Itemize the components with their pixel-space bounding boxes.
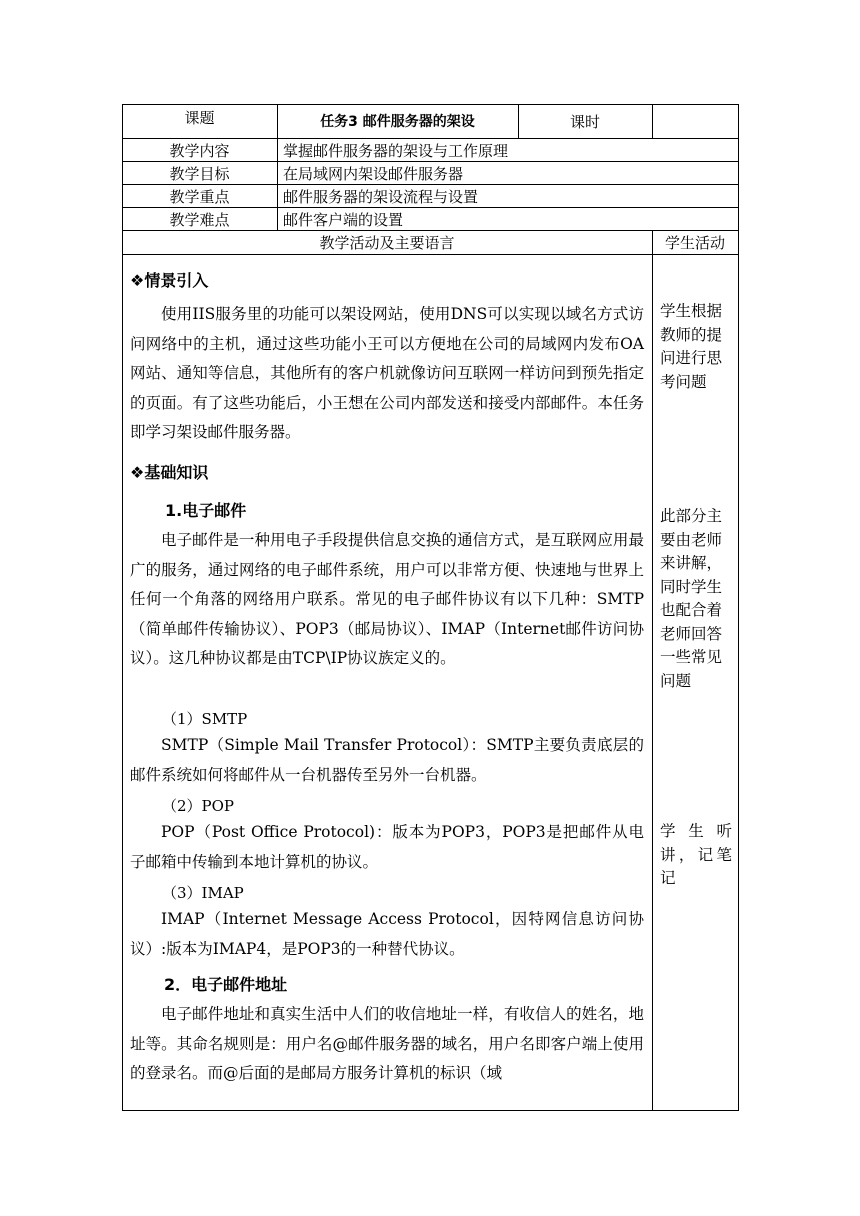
topic-label: 课题 [184, 108, 215, 127]
info-label-goal: 教学目标 [169, 164, 230, 183]
imap-paragraph: IMAP（Internet Message Access Protocol，因特网信息访问协议）:版本为IMAP4，是POP3的一种替代协议。 [130, 910, 644, 958]
info-label-difficulty: 教学难点 [169, 210, 230, 229]
info-value-content: 掌握邮件服务器的架设与工作原理 [283, 141, 509, 160]
info-label-content: 教学内容 [169, 141, 230, 160]
info-label-key: 教学重点 [169, 187, 230, 206]
column-main-header: 教学活动及主要语言 [319, 234, 455, 252]
smtp-heading: （1）SMTP [162, 710, 248, 728]
topic-value: 任务3 邮件服务器的架设 [320, 114, 475, 130]
email-heading: 1.电子邮件 [165, 501, 247, 520]
info-value-goal: 在局域网内架设邮件服务器 [283, 164, 464, 183]
address-heading: 2．电子邮件地址 [164, 975, 288, 994]
pop-paragraph: POP（Post Office Protocol)：版本为POP3，POP3是把邮件从电子邮箱中传输到本地计算机的协议。 [130, 823, 644, 871]
address-paragraph: 电子邮件地址和真实生活中人们的收信地址一样，有收信人的姓名，地址等。其命名规则是：用户名@邮件服务器的域名，用户名即客户端上使用的登录名。而@后面的是邮局方服务计算机的标识（域 [130, 1005, 644, 1082]
basics-heading: ❖基础知识 [130, 463, 209, 482]
intro-paragraph: 使用IIS服务里的功能可以架设网站，使用DNS可以实现以域名方式访问网络中的主机，通过这些功能小王可以方便地在公司的局域网内发布OA网站、通知等信息，其他所有的客户机就像访问互联网一样访问到预先指定的页面。有了这些功能后，小王想在公司内部发送和接受内部邮件。本任务即学习架设邮件服务器。 [130, 305, 644, 441]
info-value-difficulty: 邮件客户端的设置 [283, 210, 404, 229]
imap-heading: （3）IMAP [162, 884, 244, 902]
intro-heading: ❖情景引入 [130, 271, 209, 290]
student-activity-listen: 学 生 听讲，记笔记 [660, 822, 732, 887]
email-paragraph: 电子邮件是一种用电子手段提供信息交换的通信方式，是互联网应用最广的服务，通过网络的电子邮件系统，用户可以非常方便、快速地与世界上任何一个角落的网络用户联系。常见的电子邮件协议有以下几种：SMTP（简单邮件传输协议）、POP3（邮局协议）、IMAP（Internet邮件访问协议）。这几种协议都是由TCP\IP协议族定义的。 [130, 531, 644, 667]
info-value-key: 邮件服务器的架设流程与设置 [283, 187, 479, 206]
column-side-header: 学生活动 [664, 234, 725, 252]
hours-label: 课时 [569, 112, 600, 131]
student-activity-think: 学生根据教师的提问进行思考问题 [660, 302, 723, 391]
hours-value [652, 104, 738, 138]
pop-heading: （2）POP [162, 797, 235, 815]
smtp-paragraph: SMTP（Simple Mail Transfer Protocol）：SMTP主要负责底层的邮件系统如何将邮件从一台机器传至另外一台机器。 [130, 736, 644, 784]
student-activity-explain: 此部分主要由老师来讲解，同时学生也配合着老师回答一些常见问题 [660, 507, 723, 690]
